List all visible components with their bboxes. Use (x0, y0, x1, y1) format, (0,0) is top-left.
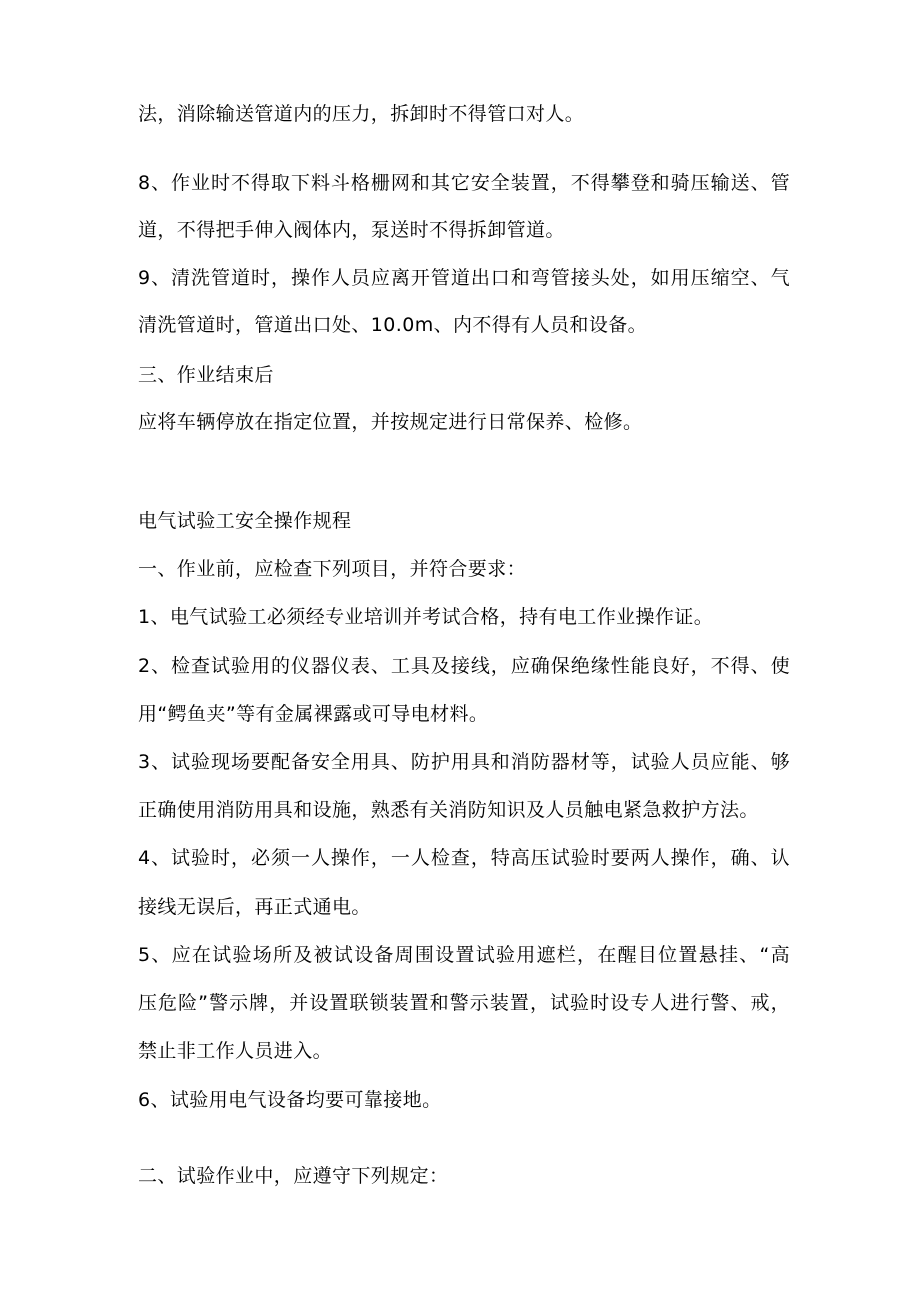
paragraph-line: 6、试验用电气设备均要可靠接地。 (138, 1089, 442, 1111)
paragraph-line: 8、作业时不得取下料斗格栅网和其它安全装置，不得攀登和骑压输送、管 (138, 172, 790, 194)
paragraph-line: 用“鳄鱼夹”等有金属裸露或可导电材料。 (138, 703, 489, 725)
paragraph-line: 清洗管道时，管道出口处、10.0m、内不得有人员和设备。 (138, 314, 648, 336)
paragraph-line: 接线无误后，再正式通电。 (138, 896, 371, 918)
paragraph-line: 1、电气试验工必须经专业培训并考试合格，持有电工作业操作证。 (138, 606, 714, 628)
section-heading: 二、试验作业中，应遵守下列规定： (138, 1165, 449, 1187)
paragraph-line: 正确使用消防用具和设施，熟悉有关消防知识及人员触电紧急救护方法。 (138, 799, 759, 821)
paragraph-line: 禁止非工作人员进入。 (138, 1040, 333, 1062)
paragraph-line: 2、检查试验用的仪器仪表、工具及接线，应确保绝缘性能良好，不得、使 (138, 655, 790, 677)
paragraph-line: 5、应在试验场所及被试设备周围设置试验用遮栏，在醒目位置悬挂、“高 (138, 944, 790, 966)
section-heading: 一、作业前，应检查下列项目，并符合要求： (138, 558, 527, 580)
paragraph-line: 4、试验时，必须一人操作，一人检查，特高压试验时要两人操作，确、认 (138, 847, 790, 869)
paragraph-line: 应将车辆停放在指定位置，并按规定进行日常保养、检修。 (138, 411, 643, 433)
paragraph-line: 压危险”警示牌，并设置联锁装置和警示装置，试验时设专人进行警、戒， (138, 992, 790, 1014)
section-heading: 三、作业结束后 (138, 364, 274, 386)
paragraph-line: 9、清洗管道时，操作人员应离开管道出口和弯管接头处，如用压缩空、气 (138, 267, 790, 289)
document-title: 电气试验工安全操作规程 (138, 510, 352, 532)
paragraph-line: 3、试验现场要配备安全用具、防护用具和消防器材等，试验人员应能、够 (138, 751, 790, 773)
paragraph-line: 道，不得把手伸入阀体内，泵送时不得拆卸管道。 (138, 219, 565, 241)
paragraph-line: 法，消除输送管道内的压力，拆卸时不得管口对人。 (138, 103, 585, 125)
